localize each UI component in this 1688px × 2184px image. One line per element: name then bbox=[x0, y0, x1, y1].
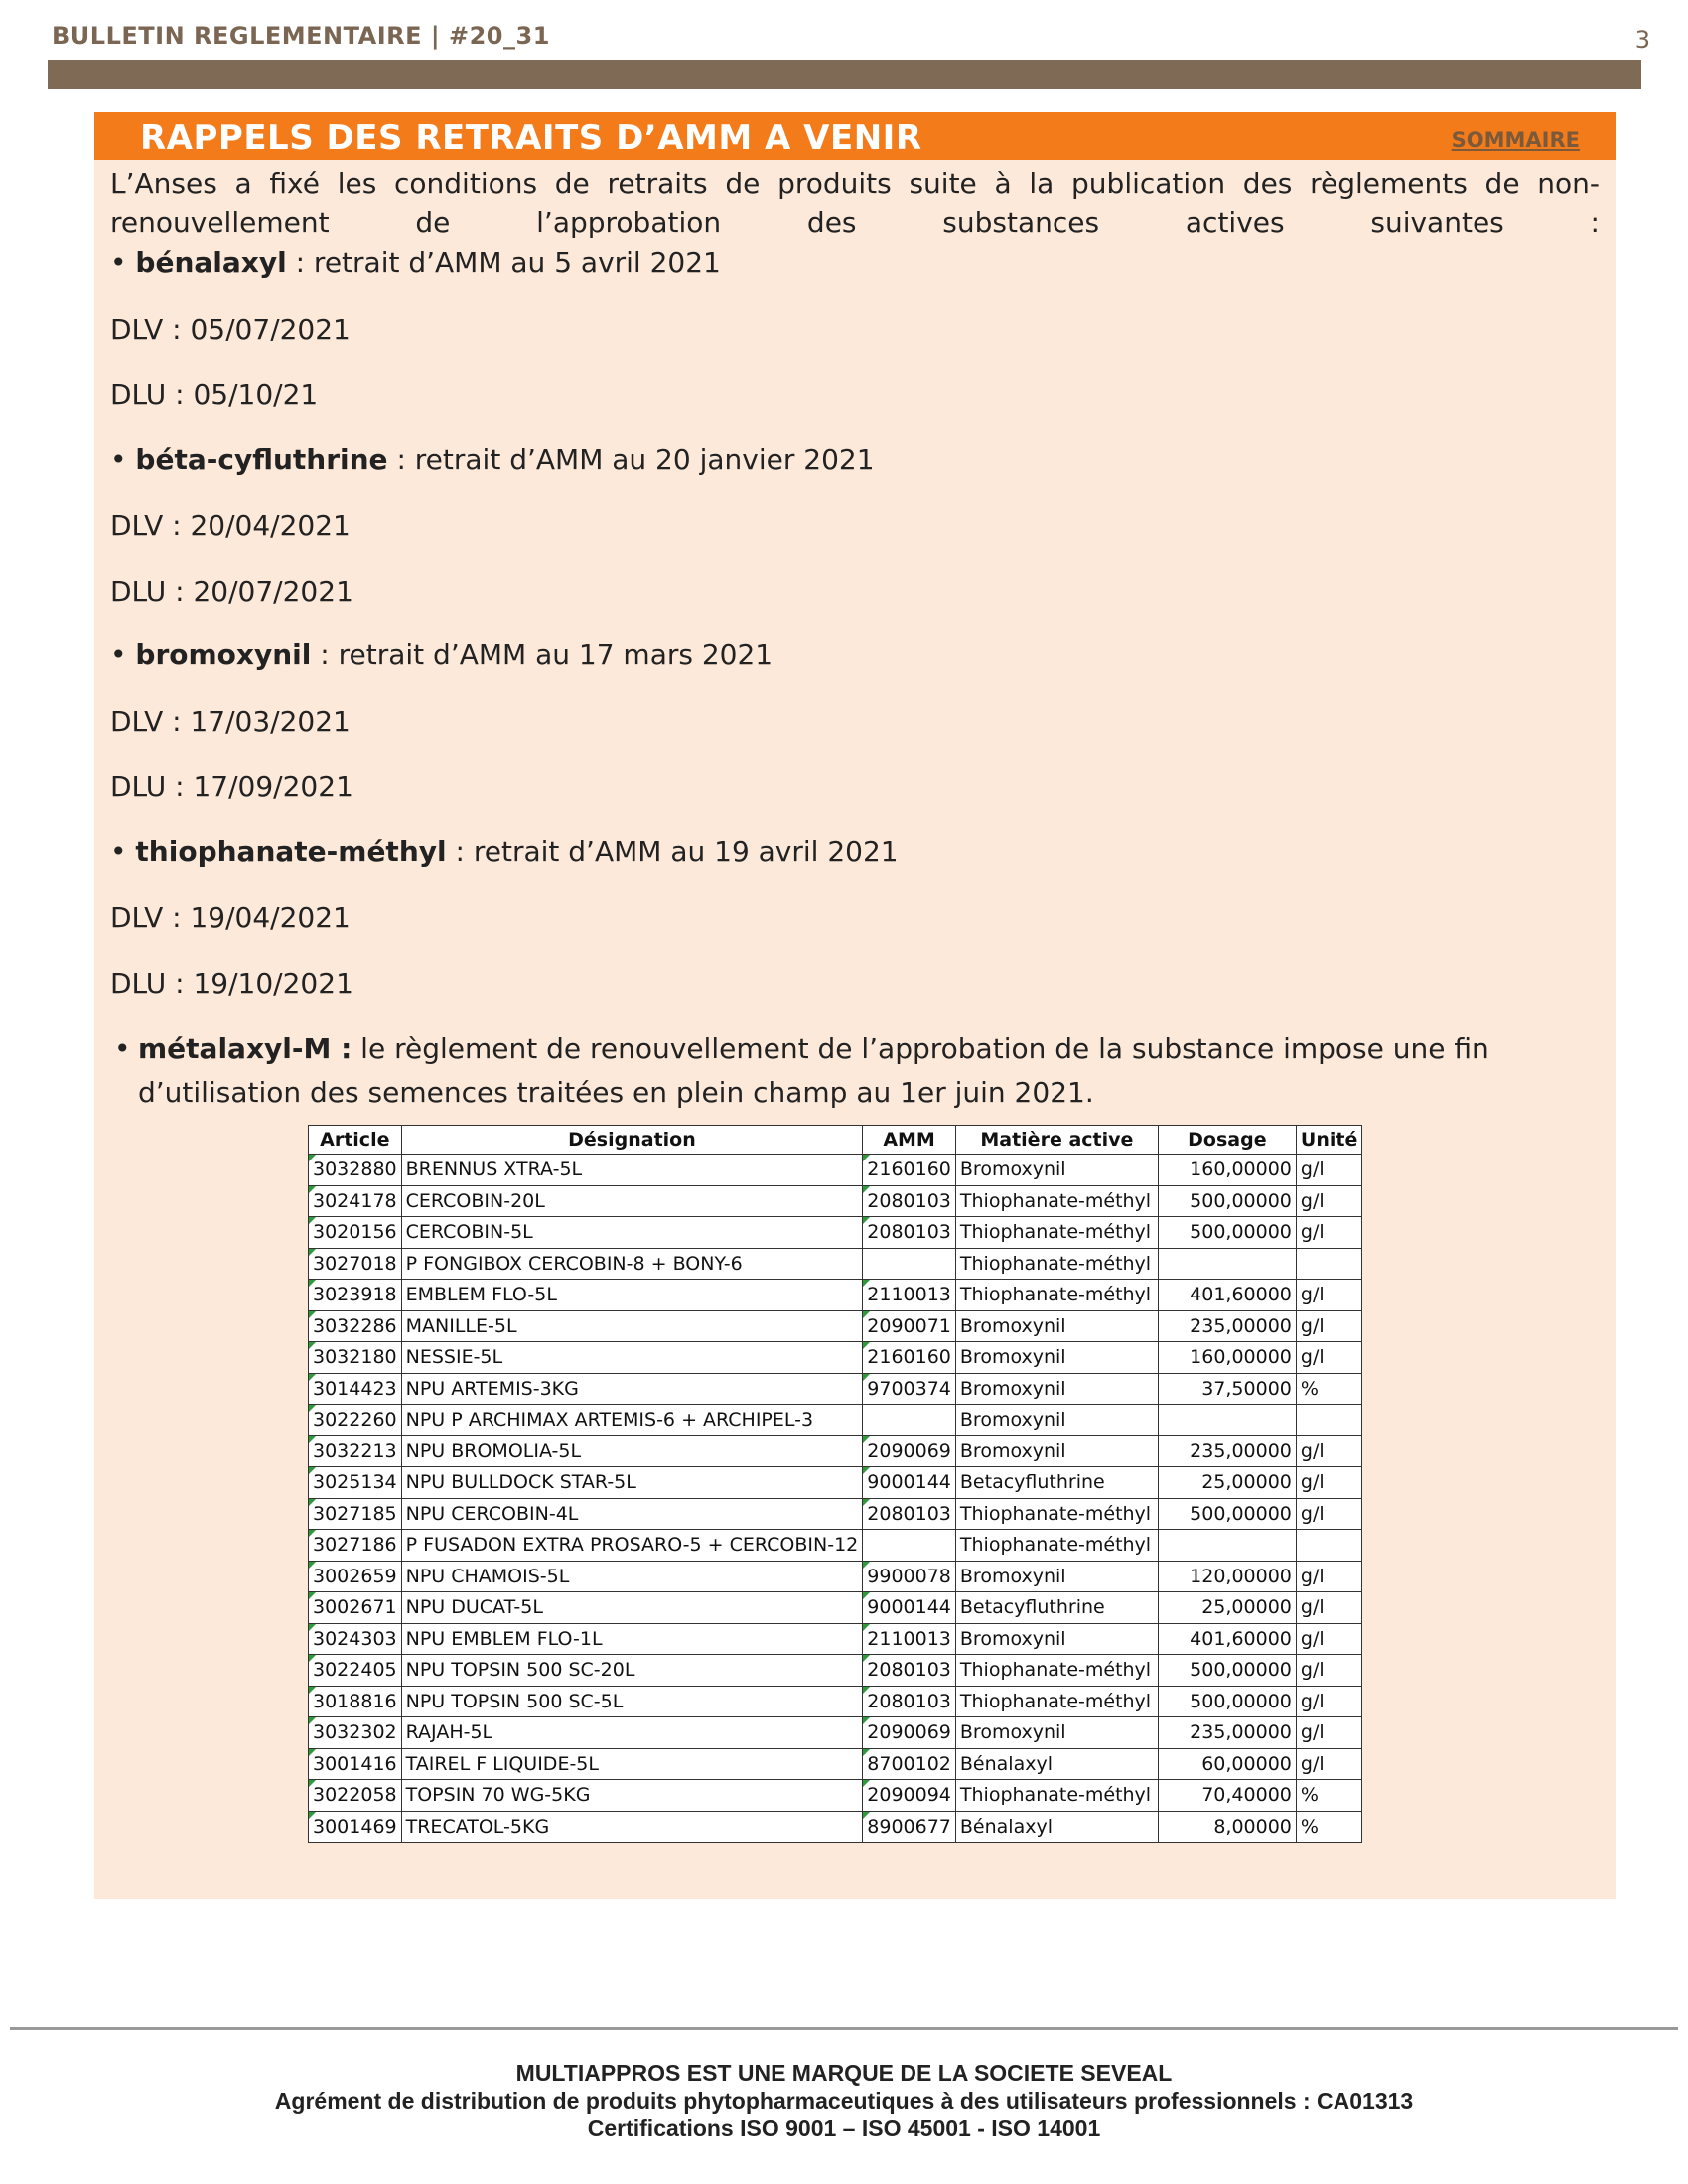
cell-dosage bbox=[1158, 1248, 1296, 1280]
cell-dosage: 500,00000 bbox=[1158, 1655, 1296, 1687]
substance-dlu: DLU : 17/09/2021 bbox=[110, 770, 353, 803]
cell-article: 3002659 bbox=[309, 1561, 402, 1592]
cell-designation: NPU CERCOBIN-4L bbox=[401, 1498, 863, 1530]
col-header-matiere: Matière active bbox=[955, 1126, 1158, 1155]
cell-designation: NPU P ARCHIMAX ARTEMIS-6 + ARCHIPEL-3 bbox=[401, 1405, 863, 1436]
cell-designation: CERCOBIN-5L bbox=[401, 1217, 863, 1249]
footer-certifications: Certifications ISO 9001 – ISO 45001 - ISO 14001 bbox=[587, 2116, 1101, 2141]
substance-dlv: DLV : 19/04/2021 bbox=[110, 900, 351, 934]
cell-designation: P FUSADON EXTRA PROSARO-5 + CERCOBIN-12 bbox=[401, 1530, 863, 1562]
cell-article: 3032880 bbox=[309, 1155, 402, 1186]
cell-matiere: Bromoxynil bbox=[955, 1561, 1158, 1592]
substance-heading bbox=[110, 440, 875, 479]
cell-article: 3032213 bbox=[309, 1435, 402, 1467]
cell-amm bbox=[863, 1405, 956, 1436]
cell-article: 3022058 bbox=[309, 1780, 402, 1812]
cell-unite bbox=[1296, 1405, 1361, 1436]
header-bar bbox=[48, 60, 1641, 89]
col-header-dosage: Dosage bbox=[1158, 1126, 1296, 1155]
cell-designation: NPU EMBLEM FLO-1L bbox=[401, 1623, 863, 1655]
cell-unite: g/l bbox=[1296, 1185, 1361, 1217]
substance-retrait: : retrait d’AMM au 19 avril 2021 bbox=[446, 834, 899, 868]
substance-name: béta-cyfluthrine bbox=[135, 442, 388, 476]
cell-amm: 2090069 bbox=[863, 1717, 956, 1749]
cell-amm: 9000144 bbox=[863, 1592, 956, 1624]
table-row bbox=[309, 1248, 1362, 1280]
cell-amm bbox=[863, 1530, 956, 1562]
cell-designation: NPU TOPSIN 500 SC-5L bbox=[401, 1686, 863, 1717]
cell-matiere: Bromoxynil bbox=[955, 1435, 1158, 1467]
table-row bbox=[309, 1561, 1362, 1592]
cell-dosage: 25,00000 bbox=[1158, 1467, 1296, 1499]
cell-dosage: 500,00000 bbox=[1158, 1686, 1296, 1717]
substance-dlv: DLV : 17/03/2021 bbox=[110, 705, 351, 738]
cell-designation: P FONGIBOX CERCOBIN-8 + BONY-6 bbox=[401, 1248, 863, 1280]
table-row bbox=[309, 1748, 1362, 1780]
cell-dosage: 70,40000 bbox=[1158, 1780, 1296, 1812]
cell-unite: % bbox=[1296, 1780, 1361, 1812]
cell-unite: g/l bbox=[1296, 1280, 1361, 1311]
table-row bbox=[309, 1717, 1362, 1749]
cell-dosage: 25,00000 bbox=[1158, 1592, 1296, 1624]
substance-bullet: • bbox=[110, 442, 127, 476]
table-row bbox=[309, 1185, 1362, 1217]
sommaire-link[interactable]: SOMMAIRE bbox=[1451, 128, 1580, 152]
substance-bullet: • bbox=[110, 246, 127, 279]
intro-line-1: L’Anses a fixé les conditions de retraits de produits suite à la publication des règlements de non- bbox=[110, 167, 1600, 200]
cell-unite: g/l bbox=[1296, 1310, 1361, 1342]
cell-amm: 2160160 bbox=[863, 1155, 956, 1186]
table-row bbox=[309, 1498, 1362, 1530]
cell-dosage: 60,00000 bbox=[1158, 1748, 1296, 1780]
cell-designation: RAJAH-5L bbox=[401, 1717, 863, 1749]
substance-dlu: DLU : 05/10/21 bbox=[110, 378, 319, 411]
cell-unite: g/l bbox=[1296, 1592, 1361, 1624]
cell-unite: g/l bbox=[1296, 1748, 1361, 1780]
substance-dlv: DLV : 05/07/2021 bbox=[110, 313, 351, 345]
footer-agrement: Agrément de distribution de produits phytopharmaceutiques à des utilisateurs professionnels : CA01313 bbox=[274, 2088, 1414, 2114]
cell-amm: 8900677 bbox=[863, 1811, 956, 1843]
cell-article: 3023918 bbox=[309, 1280, 402, 1311]
cell-matiere: Bromoxynil bbox=[955, 1373, 1158, 1405]
cell-dosage: 8,00000 bbox=[1158, 1811, 1296, 1843]
cell-article: 3018816 bbox=[309, 1686, 402, 1717]
cell-dosage: 160,00000 bbox=[1158, 1155, 1296, 1186]
substance-name: thiophanate-méthyl bbox=[135, 834, 447, 868]
table-row bbox=[309, 1280, 1362, 1311]
cell-matiere: Thiophanate-méthyl bbox=[955, 1185, 1158, 1217]
cell-designation: NPU ARTEMIS-3KG bbox=[401, 1373, 863, 1405]
cell-designation: CERCOBIN-20L bbox=[401, 1185, 863, 1217]
substance-bullet: • bbox=[110, 834, 127, 868]
substance-retrait: : retrait d’AMM au 5 avril 2021 bbox=[286, 246, 721, 279]
cell-article: 3025134 bbox=[309, 1467, 402, 1499]
substance-name: bromoxynil bbox=[135, 638, 312, 671]
page-number: 3 bbox=[1634, 26, 1650, 54]
cell-unite: g/l bbox=[1296, 1717, 1361, 1749]
table-row bbox=[309, 1467, 1362, 1499]
cell-unite: g/l bbox=[1296, 1467, 1361, 1499]
section-title: RAPPELS DES RETRAITS D’AMM A VENIR bbox=[140, 118, 922, 158]
cell-matiere: Bromoxynil bbox=[955, 1405, 1158, 1436]
substance-bullet: • bbox=[110, 638, 127, 671]
cell-article: 3027185 bbox=[309, 1498, 402, 1530]
substance-heading bbox=[110, 243, 721, 283]
cell-article: 3022260 bbox=[309, 1405, 402, 1436]
cell-unite: g/l bbox=[1296, 1655, 1361, 1687]
product-table bbox=[308, 1125, 1362, 1843]
cell-dosage: 120,00000 bbox=[1158, 1561, 1296, 1592]
cell-article: 3027186 bbox=[309, 1530, 402, 1562]
cell-amm: 2110013 bbox=[863, 1280, 956, 1311]
substance-retrait: : retrait d’AMM au 17 mars 2021 bbox=[311, 638, 774, 671]
cell-matiere: Bromoxynil bbox=[955, 1310, 1158, 1342]
cell-matiere: Betacyfluthrine bbox=[955, 1592, 1158, 1624]
cell-matiere: Bénalaxyl bbox=[955, 1811, 1158, 1843]
table-row bbox=[309, 1686, 1362, 1717]
cell-article: 3022405 bbox=[309, 1655, 402, 1687]
footer-divider bbox=[10, 2027, 1678, 2030]
table-row bbox=[309, 1811, 1362, 1843]
table-row bbox=[309, 1405, 1362, 1436]
cell-amm: 2160160 bbox=[863, 1342, 956, 1374]
cell-matiere: Thiophanate-méthyl bbox=[955, 1686, 1158, 1717]
cell-amm: 2110013 bbox=[863, 1623, 956, 1655]
cell-designation: NPU CHAMOIS-5L bbox=[401, 1561, 863, 1592]
cell-amm: 2090071 bbox=[863, 1310, 956, 1342]
cell-article: 3032180 bbox=[309, 1342, 402, 1374]
cell-matiere: Thiophanate-méthyl bbox=[955, 1655, 1158, 1687]
metalaxyl-paragraph bbox=[138, 1027, 1608, 1115]
cell-matiere: Thiophanate-méthyl bbox=[955, 1217, 1158, 1249]
cell-article: 3014423 bbox=[309, 1373, 402, 1405]
metalaxyl-text: le règlement de renouvellement de l’approbation de la substance impose une fin d’utilisation des semences traitées en plein champ au 1er juin 2021. bbox=[138, 1032, 1489, 1109]
cell-designation: NPU DUCAT-5L bbox=[401, 1592, 863, 1624]
cell-matiere: Bromoxynil bbox=[955, 1155, 1158, 1186]
table-row bbox=[309, 1217, 1362, 1249]
cell-designation: EMBLEM FLO-5L bbox=[401, 1280, 863, 1311]
cell-matiere: Bénalaxyl bbox=[955, 1748, 1158, 1780]
cell-designation: TRECATOL-5KG bbox=[401, 1811, 863, 1843]
cell-unite: % bbox=[1296, 1373, 1361, 1405]
cell-unite: % bbox=[1296, 1811, 1361, 1843]
table-row bbox=[309, 1780, 1362, 1812]
cell-amm: 2080103 bbox=[863, 1686, 956, 1717]
cell-matiere: Thiophanate-méthyl bbox=[955, 1498, 1158, 1530]
footer-brand: MULTIAPPROS EST UNE MARQUE DE LA SOCIETE SEVEAL bbox=[515, 2060, 1173, 2086]
cell-article: 3032302 bbox=[309, 1717, 402, 1749]
cell-amm: 2090094 bbox=[863, 1780, 956, 1812]
cell-dosage: 401,60000 bbox=[1158, 1623, 1296, 1655]
cell-designation: BRENNUS XTRA-5L bbox=[401, 1155, 863, 1186]
cell-amm: 2080103 bbox=[863, 1498, 956, 1530]
table-row bbox=[309, 1373, 1362, 1405]
cell-unite: g/l bbox=[1296, 1155, 1361, 1186]
col-header-amm: AMM bbox=[863, 1126, 956, 1155]
cell-amm: 2090069 bbox=[863, 1435, 956, 1467]
metalaxyl-bullet: • bbox=[114, 1032, 131, 1065]
cell-unite: g/l bbox=[1296, 1498, 1361, 1530]
cell-designation: NPU BULLDOCK STAR-5L bbox=[401, 1467, 863, 1499]
table-row bbox=[309, 1655, 1362, 1687]
cell-amm: 9000144 bbox=[863, 1467, 956, 1499]
cell-article: 3027018 bbox=[309, 1248, 402, 1280]
cell-amm: 2080103 bbox=[863, 1185, 956, 1217]
substance-dlu: DLU : 20/07/2021 bbox=[110, 574, 353, 608]
cell-unite: g/l bbox=[1296, 1342, 1361, 1374]
substance-name: bénalaxyl bbox=[135, 246, 287, 279]
cell-dosage: 37,50000 bbox=[1158, 1373, 1296, 1405]
table-row bbox=[309, 1592, 1362, 1624]
bulletin-title: BULLETIN REGLEMENTAIRE | #20_31 bbox=[52, 22, 550, 50]
cell-dosage: 500,00000 bbox=[1158, 1185, 1296, 1217]
cell-designation: NPU TOPSIN 500 SC-20L bbox=[401, 1655, 863, 1687]
cell-unite: g/l bbox=[1296, 1623, 1361, 1655]
cell-designation: MANILLE-5L bbox=[401, 1310, 863, 1342]
cell-article: 3001469 bbox=[309, 1811, 402, 1843]
cell-matiere: Bromoxynil bbox=[955, 1717, 1158, 1749]
cell-designation: TAIREL F LIQUIDE-5L bbox=[401, 1748, 863, 1780]
cell-article: 3024178 bbox=[309, 1185, 402, 1217]
section-banner bbox=[94, 112, 1616, 160]
table-row bbox=[309, 1530, 1362, 1562]
cell-dosage: 500,00000 bbox=[1158, 1217, 1296, 1249]
cell-matiere: Thiophanate-méthyl bbox=[955, 1530, 1158, 1562]
table-row bbox=[309, 1155, 1362, 1186]
cell-dosage: 401,60000 bbox=[1158, 1280, 1296, 1311]
cell-unite: g/l bbox=[1296, 1561, 1361, 1592]
substance-retrait: : retrait d’AMM au 20 janvier 2021 bbox=[387, 442, 875, 476]
col-header-article: Article bbox=[309, 1126, 402, 1155]
cell-designation: NPU BROMOLIA-5L bbox=[401, 1435, 863, 1467]
cell-unite bbox=[1296, 1530, 1361, 1562]
cell-matiere: Thiophanate-méthyl bbox=[955, 1780, 1158, 1812]
cell-amm: 9700374 bbox=[863, 1373, 956, 1405]
cell-article: 3032286 bbox=[309, 1310, 402, 1342]
cell-amm: 8700102 bbox=[863, 1748, 956, 1780]
table-row bbox=[309, 1623, 1362, 1655]
metalaxyl-name: métalaxyl-M : bbox=[138, 1032, 352, 1065]
cell-matiere: Betacyfluthrine bbox=[955, 1467, 1158, 1499]
cell-article: 3020156 bbox=[309, 1217, 402, 1249]
cell-article: 3002671 bbox=[309, 1592, 402, 1624]
cell-designation: NESSIE-5L bbox=[401, 1342, 863, 1374]
cell-dosage: 160,00000 bbox=[1158, 1342, 1296, 1374]
table-row bbox=[309, 1310, 1362, 1342]
cell-unite bbox=[1296, 1248, 1361, 1280]
cell-article: 3024303 bbox=[309, 1623, 402, 1655]
cell-amm: 9900078 bbox=[863, 1561, 956, 1592]
cell-unite: g/l bbox=[1296, 1686, 1361, 1717]
cell-dosage bbox=[1158, 1530, 1296, 1562]
cell-matiere: Thiophanate-méthyl bbox=[955, 1280, 1158, 1311]
table-row bbox=[309, 1435, 1362, 1467]
col-header-designation: Désignation bbox=[401, 1126, 863, 1155]
cell-dosage: 235,00000 bbox=[1158, 1717, 1296, 1749]
cell-amm: 2080103 bbox=[863, 1217, 956, 1249]
table-header-row bbox=[309, 1126, 1362, 1155]
cell-matiere: Bromoxynil bbox=[955, 1342, 1158, 1374]
substance-dlv: DLV : 20/04/2021 bbox=[110, 508, 351, 542]
cell-designation: TOPSIN 70 WG-5KG bbox=[401, 1780, 863, 1812]
substance-heading bbox=[110, 635, 773, 675]
cell-amm bbox=[863, 1248, 956, 1280]
cell-dosage: 235,00000 bbox=[1158, 1310, 1296, 1342]
substance-heading bbox=[110, 832, 899, 872]
cell-unite: g/l bbox=[1296, 1435, 1361, 1467]
cell-unite: g/l bbox=[1296, 1217, 1361, 1249]
content-panel bbox=[94, 112, 1616, 1899]
col-header-unite: Unité bbox=[1296, 1126, 1361, 1155]
cell-dosage: 500,00000 bbox=[1158, 1498, 1296, 1530]
cell-dosage bbox=[1158, 1405, 1296, 1436]
cell-matiere: Bromoxynil bbox=[955, 1623, 1158, 1655]
substance-dlu: DLU : 19/10/2021 bbox=[110, 966, 353, 1000]
cell-matiere: Thiophanate-méthyl bbox=[955, 1248, 1158, 1280]
intro-line-2: renouvellement de l’approbation des substances actives suivantes : bbox=[110, 206, 1600, 239]
cell-article: 3001416 bbox=[309, 1748, 402, 1780]
table-row bbox=[309, 1342, 1362, 1374]
cell-dosage: 235,00000 bbox=[1158, 1435, 1296, 1467]
cell-amm: 2080103 bbox=[863, 1655, 956, 1687]
